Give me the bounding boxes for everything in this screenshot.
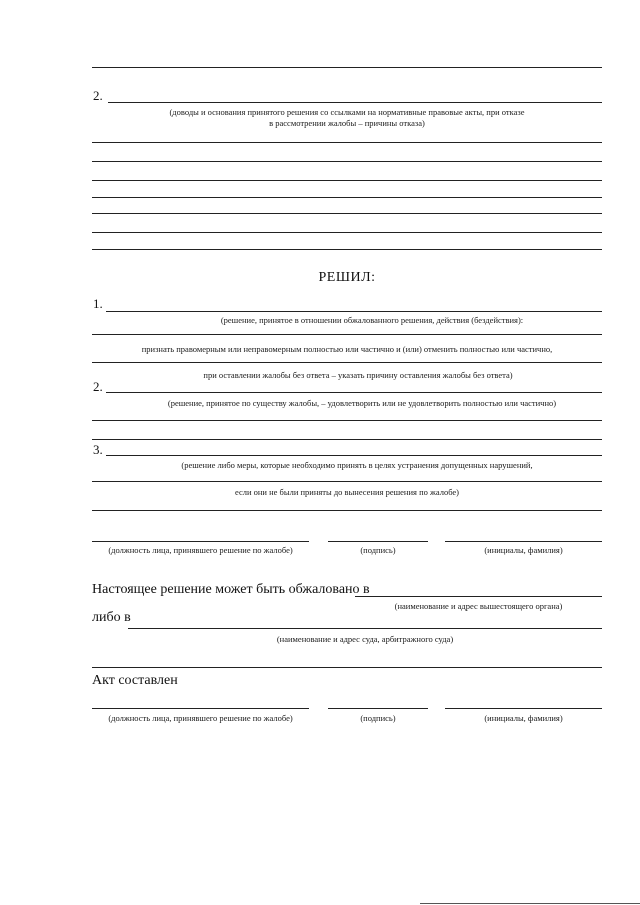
field-caption: (решение либо меры, которые необходимо принять в целях устранения допущенных нарушений,	[181, 460, 533, 470]
item-number: 2.	[93, 379, 103, 394]
item-number: 2.	[93, 88, 103, 103]
name-line[interactable]	[445, 541, 602, 542]
blank-line[interactable]	[106, 311, 602, 312]
blank-line[interactable]	[92, 439, 602, 440]
blank-line[interactable]	[108, 102, 602, 103]
blank-line[interactable]	[92, 420, 602, 421]
blank-line[interactable]	[92, 667, 602, 668]
blank-line[interactable]	[92, 180, 602, 181]
field-caption: при оставлении жалобы без ответа – указать причину оставления жалобы без ответа)	[203, 370, 513, 380]
field-caption: (наименование и адрес вышестоящего органа)	[394, 601, 563, 611]
item-number: 1.	[93, 296, 103, 311]
section-heading: РЕШИЛ:	[318, 270, 376, 285]
or-text: либо в	[92, 610, 131, 625]
field-caption: (наименование и адрес суда, арбитражного суда)	[276, 634, 454, 644]
blank-line[interactable]	[106, 455, 602, 456]
signature-caption: (подпись)	[360, 713, 396, 723]
field-caption: если они не были приняты до вынесения решения по жалобе)	[234, 487, 460, 497]
name-caption: (инициалы, фамилия)	[484, 713, 563, 723]
position-line[interactable]	[92, 541, 309, 542]
field-caption: признать правомерным или неправомерным полностью или частично и (или) отменить полностью или частично,	[141, 344, 553, 354]
signature-line[interactable]	[328, 708, 428, 709]
blank-line[interactable]	[92, 142, 602, 143]
name-caption: (инициалы, фамилия)	[484, 545, 563, 555]
blank-line[interactable]	[92, 249, 602, 250]
field-caption: в рассмотрении жалобы – причины отказа)	[269, 118, 425, 128]
blank-line[interactable]	[92, 67, 602, 68]
blank-line[interactable]	[92, 334, 602, 335]
field-caption: (решение, принятое в отношении обжалованного решения, действия (бездействия):	[220, 315, 524, 325]
field-caption: (доводы и основания принятого решения со ссылками на нормативные правовые акты, при отказе	[169, 107, 525, 117]
footer-line	[420, 903, 640, 904]
blank-line[interactable]	[92, 232, 602, 233]
blank-line[interactable]	[92, 362, 602, 363]
blank-line[interactable]	[92, 213, 602, 214]
signature-line[interactable]	[328, 541, 428, 542]
blank-line[interactable]	[92, 510, 602, 511]
appeal-text: Настоящее решение может быть обжаловано в	[92, 582, 370, 597]
name-line[interactable]	[445, 708, 602, 709]
position-caption: (должность лица, принявшего решение по жалобе)	[108, 545, 293, 555]
signature-caption: (подпись)	[360, 545, 396, 555]
appeal-org-line[interactable]	[355, 596, 602, 597]
blank-line[interactable]	[92, 481, 602, 482]
act-text: Акт составлен	[92, 673, 178, 688]
blank-line[interactable]	[92, 197, 602, 198]
position-line[interactable]	[92, 708, 309, 709]
appeal-court-line[interactable]	[128, 628, 602, 629]
field-caption: (решение, принятое по существу жалобы, – удовлетворить или не удовлетворить полностью или частично)	[167, 398, 557, 408]
blank-line[interactable]	[92, 161, 602, 162]
blank-line[interactable]	[106, 392, 602, 393]
position-caption: (должность лица, принявшего решение по жалобе)	[108, 713, 293, 723]
item-number: 3.	[93, 442, 103, 457]
